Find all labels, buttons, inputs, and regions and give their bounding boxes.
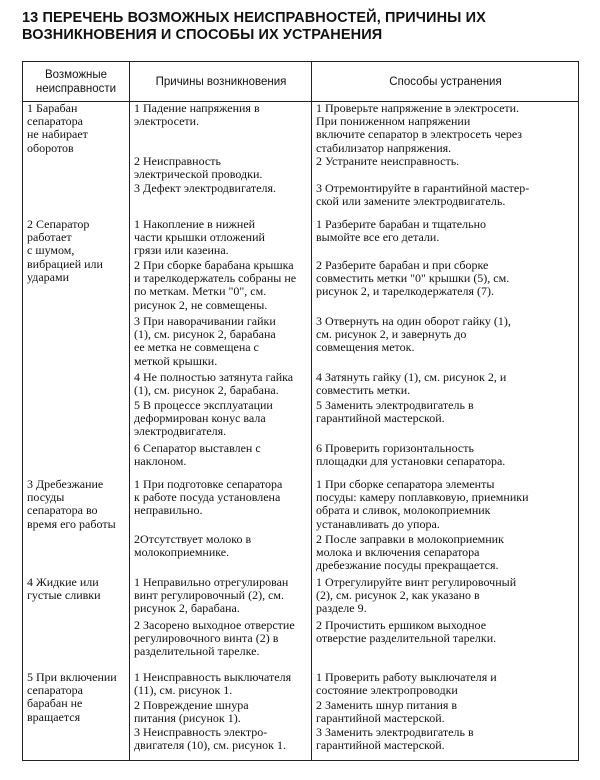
remedy-4-2: 2 Прочистить ершиком выходное отверстие разделительной тарелки. — [316, 618, 497, 646]
remedy-2-5: 5 Заменить электродвигатель в гарантийной мастерской. — [316, 398, 474, 426]
remedy-5-2: 2 Заменить шнур питания в гарантийной мастерской. — [316, 698, 458, 726]
header-faults: Возможные неисправности — [35, 69, 117, 95]
cause-4-2: 2 Засорено выходное отверстие регулировочного винта (2) в разделительной тарелке. — [134, 618, 295, 659]
cause-5-1: 1 Неисправность выключателя (11), см. рисунок 1. — [134, 670, 292, 698]
remedy-1-2: 2 Устраните неисправность. — [316, 154, 460, 168]
fault-4: 4 Жидкие или густые сливки — [27, 575, 101, 603]
fault-3: 3 Дребезжание посуды сепаратора во время его работы — [27, 477, 116, 531]
column-divider — [129, 62, 130, 760]
remedy-2-3: 3 Отвернуть на один оборот гайку (1), см. рисунок 2, и завернуть до совмещения меток. — [316, 314, 511, 355]
remedy-5-3: 3 Заменить электродвигатель в гарантийной мастерской. — [316, 725, 474, 753]
header-causes: Причины возникновения — [155, 76, 287, 88]
cause-2-2: 2 При сборке барабана крышка и тарелкодержатель собраны не по меткам. Метки "0", см. рисунок 2, не совмещены. — [134, 258, 297, 312]
remedy-2-2: 2 Разберите барабан и при сборке совместить метки "0" крышки (5), см. рисунок 2, и тарелкодержателя (7). — [316, 258, 510, 299]
remedy-1-1: 1 Проверьте напряжение в электросети. При пониженном напряжении включите сепаратор в электросеть через стабилизатор напряжения. — [316, 101, 523, 155]
remedy-2-1: 1 Разберите барабан и тщательно вымойте все его детали. — [316, 217, 486, 245]
page-title: 13 ПЕРЕЧЕНЬ ВОЗМОЖНЫХ НЕИСПРАВНОСТЕЙ, ПРИЧИНЫ ИХ ВОЗНИКНОВЕНИЯ И СПОСОБЫ ИХ УСТРАНЕНИЯ — [22, 10, 486, 43]
remedy-3-1: 1 При сборке сепаратора элементы посуды: камеру поплавковую, приемники обрата и сливок, молокоприемник устанавливать до упора. — [316, 477, 529, 531]
fault-5: 5 При включении сепаратора барабан не вращается — [27, 670, 117, 724]
cause-5-2: 2 Повреждение шнура питания (рисунок 1). — [134, 698, 249, 726]
cause-2-1: 1 Накопление в нижней части крышки отложений грязи или казеина. — [134, 217, 265, 258]
header-remedies: Способы устранения — [389, 76, 502, 88]
cause-5-3: 3 Неисправность электро- двигателя (10), см. рисунок 1. — [134, 725, 286, 753]
cause-2-4: 4 Не полностью затянута гайка (1), см. рисунок 2, барабана. — [134, 370, 294, 398]
cause-3-1: 1 При подготовке сепаратора к работе посуда установлена неправильно. — [134, 477, 283, 518]
column-divider — [311, 62, 312, 760]
remedy-5-1: 1 Проверить работу выключателя и состояние электропроводки — [316, 670, 497, 698]
fault-2: 2 Сепаратор работает с шумом, вибрацией или ударами — [27, 217, 103, 284]
cause-4-1: 1 Неправильно отрегулирован винт регулировочный (2), см. рисунок 2, барабана. — [134, 575, 289, 616]
remedy-1-3: 3 Отремонтируйте в гарантийной мастер- ской или замените электродвигатель. — [316, 181, 530, 209]
cause-1-2: 2 Неисправность электрической проводки. — [134, 154, 263, 182]
cause-1-1: 1 Падение напряжения в электросети. — [134, 101, 260, 129]
cause-3-2: 2Отсутствует молоко в молокоприемнике. — [134, 532, 252, 560]
faults-table — [22, 61, 579, 761]
remedy-3-2: 2 После заправки в молокоприемник молока и включения сепаратора дребезжание посуды прекращается. — [316, 532, 504, 573]
fault-1: 1 Барабан сепаратора не набирает оборотов — [27, 101, 88, 155]
remedy-2-4: 4 Затянуть гайку (1), см. рисунок 2, и совместить метки. — [316, 370, 507, 398]
cause-2-3: 3 При наворачивании гайки (1), см. рисунок 2, барабана ее метка не совмещена с меткой крышки. — [134, 314, 276, 368]
cause-2-5: 5 В процессе эксплуатации деформирован конус вала электродвигателя. — [134, 398, 273, 439]
cause-1-3: 3 Дефект электродвигателя. — [134, 181, 276, 195]
remedy-2-6: 6 Проверить горизонтальность площадки для установки сепаратора. — [316, 441, 506, 469]
remedy-4-1: 1 Отрегулируйте винт регулировочный (2), см. рисунок 2, как указано в разделе 9. — [316, 575, 517, 616]
cause-2-6: 6 Сепаратор выставлен с наклоном. — [134, 441, 261, 469]
